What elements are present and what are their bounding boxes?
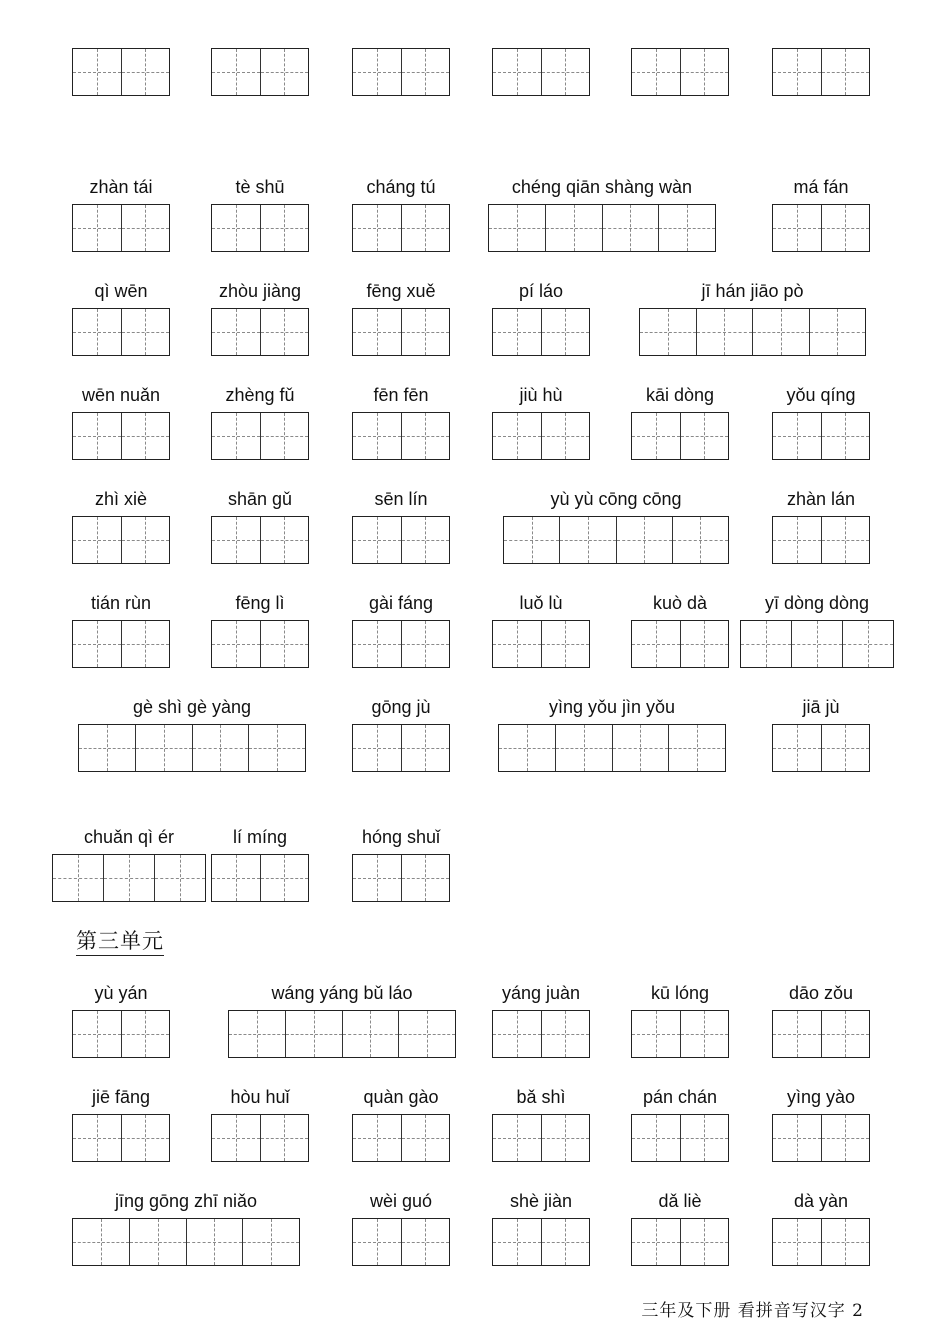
- writing-grid[interactable]: [228, 1010, 456, 1058]
- writing-cell[interactable]: [632, 1219, 681, 1265]
- writing-grid[interactable]: [631, 620, 729, 668]
- writing-cell[interactable]: [632, 621, 681, 667]
- writing-cell[interactable]: [542, 413, 590, 459]
- writing-cell[interactable]: [73, 517, 122, 563]
- writing-cell[interactable]: [122, 309, 170, 355]
- word-item: [352, 696, 450, 772]
- word-item: [492, 1190, 590, 1266]
- word-item: [492, 384, 590, 460]
- writing-grid[interactable]: [72, 516, 170, 564]
- pinyin-label: yìng yǒu jìn yǒu: [548, 697, 676, 717]
- pinyin-label: yī dòng dòng: [764, 593, 870, 613]
- writing-cell[interactable]: [617, 517, 673, 563]
- writing-grid[interactable]: [492, 48, 590, 96]
- writing-grid[interactable]: [352, 516, 450, 564]
- writing-cell[interactable]: [773, 517, 822, 563]
- word-item: [352, 1190, 450, 1266]
- pinyin-label: pán chán: [642, 1087, 718, 1107]
- word-item: [772, 696, 870, 772]
- pinyin-label: luǒ lù: [519, 593, 563, 613]
- writing-cell[interactable]: [212, 1115, 261, 1161]
- writing-cell[interactable]: [542, 1219, 590, 1265]
- writing-cell[interactable]: [493, 1219, 542, 1265]
- pinyin-label: wēn nuǎn: [81, 385, 161, 405]
- writing-grid[interactable]: [631, 412, 729, 460]
- word-item: [352, 20, 450, 96]
- writing-grid[interactable]: [352, 724, 450, 772]
- writing-cell[interactable]: [212, 413, 261, 459]
- writing-cell[interactable]: [659, 205, 715, 251]
- word-item: [72, 1190, 300, 1266]
- word-item: [492, 592, 590, 668]
- writing-cell[interactable]: [353, 621, 402, 667]
- word-item: [78, 696, 306, 772]
- writing-cell[interactable]: [542, 1115, 590, 1161]
- writing-cell[interactable]: [773, 49, 822, 95]
- writing-cell[interactable]: [493, 309, 542, 355]
- writing-cell[interactable]: [353, 1219, 402, 1265]
- writing-cell[interactable]: [560, 517, 616, 563]
- writing-cell[interactable]: [261, 49, 309, 95]
- pinyin-label: zhòu jiàng: [218, 281, 302, 301]
- writing-grid[interactable]: [631, 1114, 729, 1162]
- writing-cell[interactable]: [493, 1115, 542, 1161]
- writing-cell[interactable]: [493, 49, 542, 95]
- writing-cell[interactable]: [640, 309, 697, 355]
- word-item: [772, 176, 870, 252]
- writing-grid[interactable]: [639, 308, 866, 356]
- writing-grid[interactable]: [72, 48, 170, 96]
- writing-grid[interactable]: [772, 516, 870, 564]
- pinyin-label: tián rùn: [90, 593, 152, 613]
- word-item: [492, 280, 590, 356]
- writing-cell[interactable]: [489, 205, 546, 251]
- writing-cell[interactable]: [261, 517, 309, 563]
- word-item: [772, 488, 870, 564]
- writing-cell[interactable]: [822, 413, 870, 459]
- word-item: [211, 592, 309, 668]
- word-item: [492, 1086, 590, 1162]
- pinyin-label: wáng yáng bǔ láo: [271, 983, 413, 1003]
- pinyin-label: gōng jù: [371, 697, 431, 717]
- writing-cell[interactable]: [810, 309, 866, 355]
- writing-cell[interactable]: [741, 621, 792, 667]
- word-item: [211, 826, 309, 902]
- writing-grid[interactable]: [772, 204, 870, 252]
- writing-cell[interactable]: [542, 49, 590, 95]
- writing-cell[interactable]: [402, 49, 450, 95]
- pinyin-label: fēng xuě: [366, 281, 436, 301]
- writing-cell[interactable]: [261, 205, 309, 251]
- writing-cell[interactable]: [822, 1011, 870, 1057]
- writing-cell[interactable]: [632, 49, 681, 95]
- writing-cell[interactable]: [792, 621, 843, 667]
- pinyin-label: yǒu qíng: [786, 385, 856, 405]
- word-item: [772, 20, 870, 96]
- pinyin-label: shān gǔ: [227, 489, 293, 509]
- word-item: [72, 982, 170, 1058]
- pinyin-label: chéng qiān shàng wàn: [511, 177, 693, 197]
- word-item: [492, 20, 590, 96]
- writing-cell[interactable]: [73, 1219, 130, 1265]
- pinyin-label: hóng shuǐ: [361, 827, 441, 847]
- section-title: 第三单元: [76, 928, 164, 956]
- pinyin-label: tè shū: [235, 177, 285, 197]
- writing-cell[interactable]: [122, 517, 170, 563]
- pinyin-label: gài fáng: [368, 593, 434, 613]
- writing-cell[interactable]: [681, 49, 729, 95]
- writing-cell[interactable]: [402, 205, 450, 251]
- pinyin-label: shè jiàn: [509, 1191, 573, 1211]
- pinyin-label: [631, 20, 729, 42]
- writing-cell[interactable]: [249, 725, 305, 771]
- writing-cell[interactable]: [402, 517, 450, 563]
- pinyin-label: hòu huǐ: [230, 1087, 290, 1107]
- writing-grid[interactable]: [352, 854, 450, 902]
- writing-cell[interactable]: [353, 205, 402, 251]
- word-item: [211, 1086, 309, 1162]
- writing-cell[interactable]: [822, 517, 870, 563]
- writing-cell[interactable]: [53, 855, 104, 901]
- word-item: [211, 384, 309, 460]
- writing-cell[interactable]: [122, 205, 170, 251]
- pinyin-label: fēng lì: [235, 593, 285, 613]
- writing-cell[interactable]: [130, 1219, 187, 1265]
- pinyin-label: sēn lín: [374, 489, 428, 509]
- pinyin-label: yìng yào: [786, 1087, 856, 1107]
- writing-cell[interactable]: [773, 413, 822, 459]
- writing-cell[interactable]: [399, 1011, 455, 1057]
- writing-cell[interactable]: [73, 1115, 122, 1161]
- writing-cell[interactable]: [822, 49, 870, 95]
- writing-cell[interactable]: [261, 621, 309, 667]
- word-item: [772, 1086, 870, 1162]
- writing-grid[interactable]: [72, 204, 170, 252]
- writing-grid[interactable]: [503, 516, 729, 564]
- word-item: [211, 280, 309, 356]
- pinyin-label: kū lóng: [650, 983, 710, 1003]
- word-item: [211, 488, 309, 564]
- writing-grid[interactable]: [772, 724, 870, 772]
- word-item: [740, 592, 894, 668]
- writing-grid[interactable]: [492, 1010, 590, 1058]
- writing-cell[interactable]: [822, 205, 870, 251]
- writing-cell[interactable]: [353, 1115, 402, 1161]
- writing-cell[interactable]: [212, 309, 261, 355]
- writing-grid[interactable]: [211, 1114, 309, 1162]
- writing-cell[interactable]: [681, 1115, 729, 1161]
- writing-grid[interactable]: [352, 1114, 450, 1162]
- writing-cell[interactable]: [243, 1219, 299, 1265]
- writing-cell[interactable]: [753, 309, 810, 355]
- writing-grid[interactable]: [211, 308, 309, 356]
- writing-cell[interactable]: [504, 517, 560, 563]
- writing-grid[interactable]: [211, 854, 309, 902]
- writing-grid[interactable]: [631, 1218, 729, 1266]
- pinyin-label: dāo zǒu: [788, 983, 854, 1003]
- writing-grid[interactable]: [492, 1114, 590, 1162]
- writing-cell[interactable]: [681, 1219, 729, 1265]
- writing-cell[interactable]: [632, 1115, 681, 1161]
- word-item: [52, 826, 206, 902]
- writing-cell[interactable]: [773, 1011, 822, 1057]
- word-item: [352, 176, 450, 252]
- word-item: [352, 280, 450, 356]
- word-item: [72, 592, 170, 668]
- word-item: [631, 982, 729, 1058]
- writing-cell[interactable]: [212, 205, 261, 251]
- word-item: [72, 20, 170, 96]
- writing-cell[interactable]: [773, 725, 822, 771]
- writing-cell[interactable]: [73, 49, 122, 95]
- word-item: [352, 592, 450, 668]
- writing-cell[interactable]: [402, 309, 450, 355]
- pinyin-label: kāi dòng: [645, 385, 715, 405]
- writing-cell[interactable]: [402, 1115, 450, 1161]
- writing-cell[interactable]: [193, 725, 250, 771]
- word-item: [631, 592, 729, 668]
- pinyin-label: jī hán jiāo pò: [701, 281, 804, 301]
- word-item: [503, 488, 729, 564]
- writing-grid[interactable]: [772, 1218, 870, 1266]
- pinyin-label: zhàn lán: [786, 489, 856, 509]
- word-item: [631, 20, 729, 96]
- writing-cell[interactable]: [286, 1011, 343, 1057]
- pinyin-label: [772, 20, 870, 42]
- writing-cell[interactable]: [261, 309, 309, 355]
- writing-grid[interactable]: [211, 412, 309, 460]
- writing-cell[interactable]: [542, 309, 590, 355]
- writing-cell[interactable]: [681, 413, 729, 459]
- writing-grid[interactable]: [72, 1114, 170, 1162]
- writing-grid[interactable]: [772, 1114, 870, 1162]
- writing-grid[interactable]: [352, 1218, 450, 1266]
- writing-grid[interactable]: [631, 48, 729, 96]
- word-item: [228, 982, 456, 1058]
- writing-cell[interactable]: [402, 413, 450, 459]
- writing-cell[interactable]: [353, 725, 402, 771]
- writing-cell[interactable]: [187, 1219, 244, 1265]
- writing-cell[interactable]: [343, 1011, 400, 1057]
- word-item: [488, 176, 716, 252]
- writing-cell[interactable]: [73, 205, 122, 251]
- word-item: [352, 488, 450, 564]
- pinyin-label: gè shì gè yàng: [132, 697, 252, 717]
- writing-cell[interactable]: [493, 621, 542, 667]
- writing-cell[interactable]: [681, 621, 729, 667]
- pinyin-label: pí láo: [518, 281, 564, 301]
- pinyin-label: má fán: [793, 177, 849, 197]
- writing-grid[interactable]: [631, 1010, 729, 1058]
- writing-grid[interactable]: [211, 516, 309, 564]
- pinyin-label: jiù hù: [519, 385, 563, 405]
- word-item: [772, 384, 870, 460]
- word-item: [631, 1086, 729, 1162]
- writing-grid[interactable]: [211, 620, 309, 668]
- writing-cell[interactable]: [212, 49, 261, 95]
- writing-cell[interactable]: [353, 413, 402, 459]
- writing-cell[interactable]: [212, 517, 261, 563]
- writing-grid[interactable]: [352, 48, 450, 96]
- writing-cell[interactable]: [353, 517, 402, 563]
- writing-cell[interactable]: [402, 1219, 450, 1265]
- pinyin-label: chuǎn qì ér: [83, 827, 175, 847]
- writing-cell[interactable]: [155, 855, 205, 901]
- writing-cell[interactable]: [822, 1115, 870, 1161]
- word-item: [631, 1190, 729, 1266]
- pinyin-label: [352, 20, 450, 42]
- pinyin-label: zhèng fǔ: [225, 385, 295, 405]
- page-footer: 三年及下册 看拼音写汉字 2: [641, 1301, 864, 1321]
- pinyin-label: [72, 20, 170, 42]
- pinyin-label: quàn gào: [363, 1087, 439, 1107]
- writing-cell[interactable]: [542, 1011, 590, 1057]
- writing-grid[interactable]: [488, 204, 716, 252]
- word-item: [492, 982, 590, 1058]
- word-item: [352, 384, 450, 460]
- writing-cell[interactable]: [681, 1011, 729, 1057]
- word-item: [72, 488, 170, 564]
- writing-cell[interactable]: [261, 413, 309, 459]
- writing-cell[interactable]: [402, 725, 450, 771]
- writing-grid[interactable]: [211, 204, 309, 252]
- writing-cell[interactable]: [822, 725, 870, 771]
- writing-cell[interactable]: [73, 621, 122, 667]
- pinyin-label: jīng gōng zhī niǎo: [114, 1191, 258, 1211]
- pinyin-label: yáng juàn: [501, 983, 581, 1003]
- writing-cell[interactable]: [773, 205, 822, 251]
- writing-cell[interactable]: [353, 49, 402, 95]
- writing-grid[interactable]: [352, 412, 450, 460]
- writing-cell[interactable]: [122, 413, 170, 459]
- writing-grid[interactable]: [52, 854, 206, 902]
- pinyin-label: zhì xiè: [94, 489, 148, 509]
- pinyin-label: jiā jù: [802, 697, 840, 717]
- pinyin-label: lí míng: [232, 827, 288, 847]
- pinyin-label: wèi guó: [369, 1191, 433, 1211]
- pinyin-label: jiē fāng: [91, 1087, 151, 1107]
- writing-cell[interactable]: [556, 725, 613, 771]
- word-item: [772, 982, 870, 1058]
- writing-cell[interactable]: [122, 1115, 170, 1161]
- writing-cell[interactable]: [104, 855, 155, 901]
- writing-cell[interactable]: [73, 309, 122, 355]
- pinyin-label: fēn fēn: [373, 385, 429, 405]
- word-item: [211, 176, 309, 252]
- writing-grid[interactable]: [72, 412, 170, 460]
- word-item: [631, 384, 729, 460]
- writing-cell[interactable]: [122, 621, 170, 667]
- writing-grid[interactable]: [211, 48, 309, 96]
- writing-cell[interactable]: [261, 1115, 309, 1161]
- writing-cell[interactable]: [136, 725, 193, 771]
- pinyin-label: yù yán: [94, 983, 148, 1003]
- writing-grid[interactable]: [72, 1218, 300, 1266]
- pinyin-label: kuò dà: [652, 593, 708, 613]
- writing-cell[interactable]: [773, 1219, 822, 1265]
- pinyin-label: [211, 20, 309, 42]
- writing-cell[interactable]: [261, 855, 309, 901]
- writing-cell[interactable]: [73, 1011, 122, 1057]
- pinyin-label: yù yù cōng cōng: [550, 489, 682, 509]
- writing-cell[interactable]: [229, 1011, 286, 1057]
- writing-cell[interactable]: [212, 855, 261, 901]
- word-item: [352, 826, 450, 902]
- writing-cell[interactable]: [822, 1219, 870, 1265]
- writing-grid[interactable]: [78, 724, 306, 772]
- pinyin-label: zhàn tái: [89, 177, 153, 197]
- writing-grid[interactable]: [492, 1218, 590, 1266]
- writing-cell[interactable]: [493, 1011, 542, 1057]
- writing-grid[interactable]: [492, 308, 590, 356]
- word-item: [72, 176, 170, 252]
- writing-cell[interactable]: [493, 413, 542, 459]
- writing-grid[interactable]: [72, 1010, 170, 1058]
- writing-grid[interactable]: [772, 48, 870, 96]
- writing-cell[interactable]: [73, 413, 122, 459]
- word-item: [498, 696, 726, 772]
- writing-grid[interactable]: [492, 620, 590, 668]
- word-item: [72, 384, 170, 460]
- pinyin-label: qì wēn: [94, 281, 148, 301]
- writing-grid[interactable]: [498, 724, 726, 772]
- writing-cell[interactable]: [632, 1011, 681, 1057]
- word-item: [772, 1190, 870, 1266]
- writing-grid[interactable]: [492, 412, 590, 460]
- writing-cell[interactable]: [212, 621, 261, 667]
- writing-cell[interactable]: [542, 621, 590, 667]
- pinyin-label: dǎ liè: [658, 1191, 702, 1211]
- writing-grid[interactable]: [352, 204, 450, 252]
- writing-grid[interactable]: [772, 412, 870, 460]
- writing-cell[interactable]: [499, 725, 556, 771]
- writing-cell[interactable]: [843, 621, 893, 667]
- writing-cell[interactable]: [632, 413, 681, 459]
- word-item: [352, 1086, 450, 1162]
- writing-cell[interactable]: [673, 517, 728, 563]
- word-item: [72, 1086, 170, 1162]
- writing-cell[interactable]: [122, 49, 170, 95]
- writing-cell[interactable]: [669, 725, 725, 771]
- pinyin-label: bǎ shì: [516, 1087, 566, 1107]
- writing-grid[interactable]: [772, 1010, 870, 1058]
- writing-cell[interactable]: [697, 309, 754, 355]
- writing-grid[interactable]: [740, 620, 894, 668]
- writing-cell[interactable]: [546, 205, 603, 251]
- word-item: [211, 20, 309, 96]
- writing-grid[interactable]: [352, 620, 450, 668]
- writing-cell[interactable]: [603, 205, 660, 251]
- word-item: [72, 280, 170, 356]
- writing-cell[interactable]: [79, 725, 136, 771]
- pinyin-label: cháng tú: [366, 177, 436, 197]
- word-item: [639, 280, 866, 356]
- writing-cell[interactable]: [122, 1011, 170, 1057]
- writing-cell[interactable]: [613, 725, 670, 771]
- writing-grid[interactable]: [72, 308, 170, 356]
- writing-cell[interactable]: [402, 621, 450, 667]
- writing-cell[interactable]: [353, 309, 402, 355]
- writing-cell[interactable]: [353, 855, 402, 901]
- pinyin-label: dà yàn: [793, 1191, 849, 1211]
- writing-grid[interactable]: [72, 620, 170, 668]
- pinyin-label: [492, 20, 590, 42]
- writing-grid[interactable]: [352, 308, 450, 356]
- writing-cell[interactable]: [773, 1115, 822, 1161]
- writing-cell[interactable]: [402, 855, 450, 901]
